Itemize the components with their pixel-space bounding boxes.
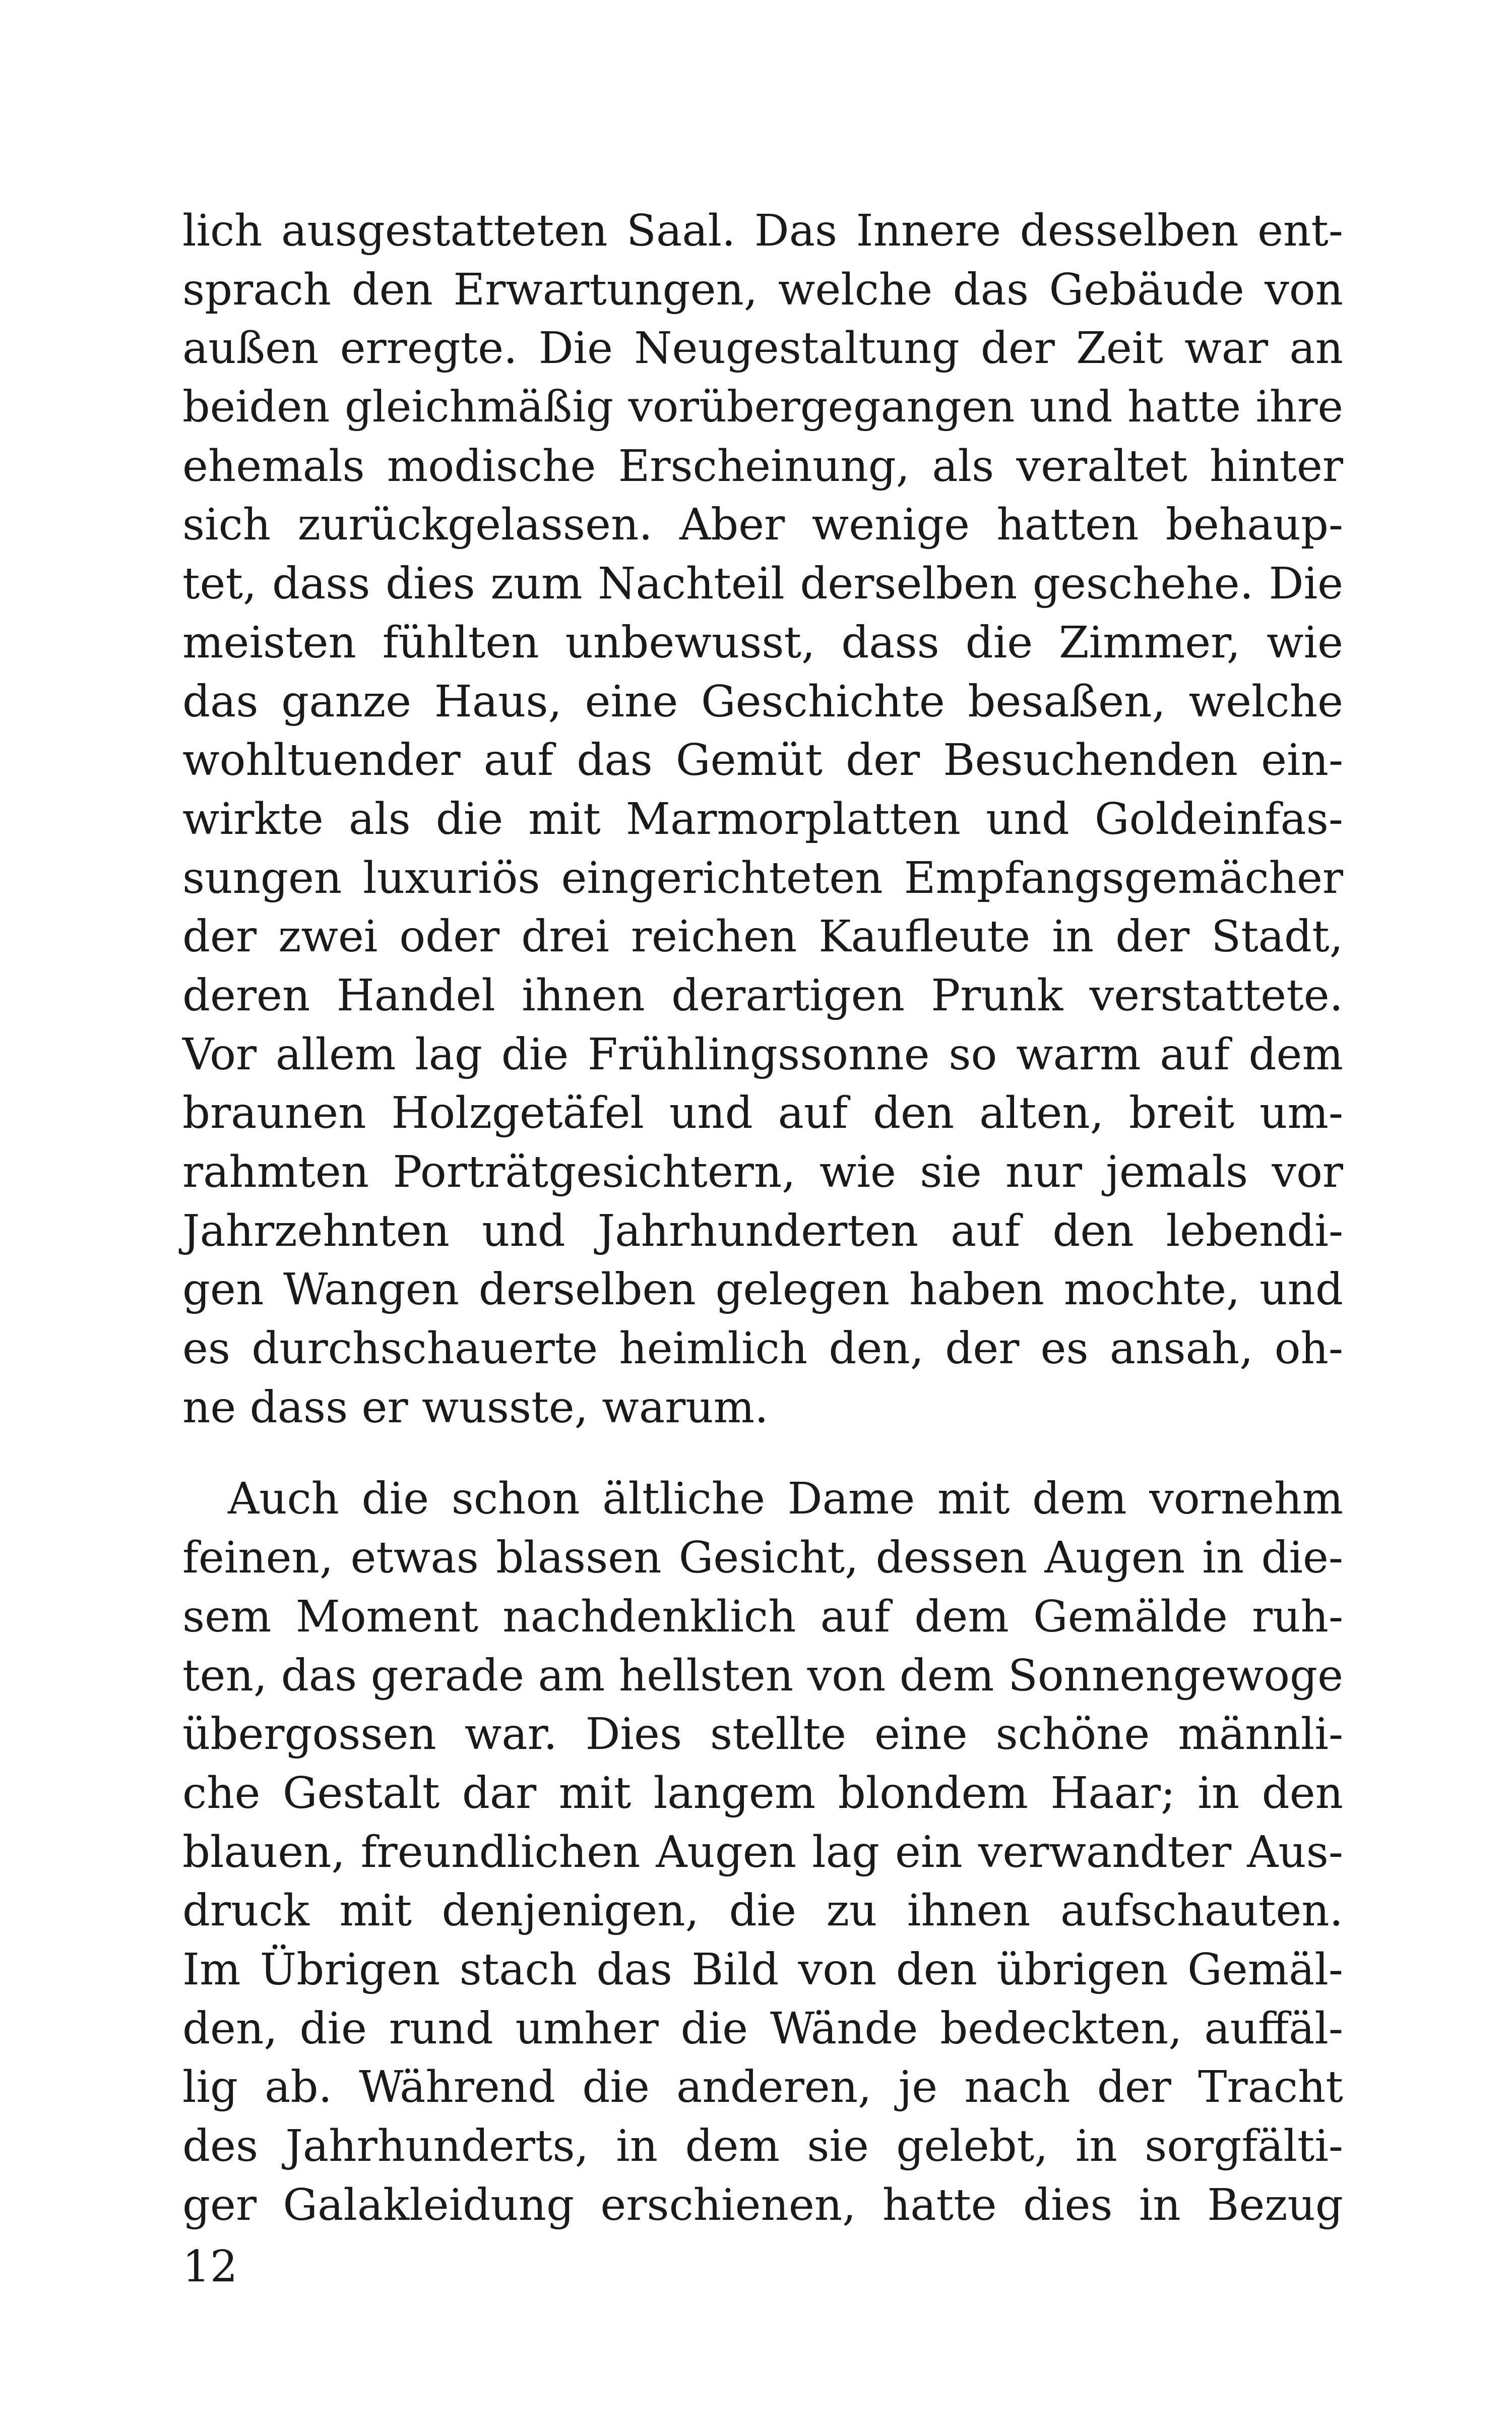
- paragraph-gap: [182, 1437, 1343, 1470]
- text-line: rahmten Porträtgesichtern, wie sie nur jemals vor: [182, 1147, 1343, 1197]
- text-line: ten, das gerade am hellsten von dem Sonnengewoge: [182, 1650, 1343, 1701]
- text-line: Im Übrigen stach das Bild von den übrigen Gemäl-: [182, 1944, 1343, 1995]
- text-line: lich ausgestatteten Saal. Das Innere desselben ent-: [182, 206, 1343, 256]
- text-line: ger Galakleidung erschienen, hatte dies in Bezug: [182, 2180, 1343, 2230]
- text-line: gen Wangen derselben gelegen haben mochte, und: [182, 1264, 1343, 1315]
- text-line: des Jahrhunderts, in dem sie gelebt, in sorgfälti-: [182, 2121, 1343, 2171]
- text-line: sprach den Erwartungen, welche das Gebäude von: [182, 264, 1343, 315]
- text-line: der zwei oder drei reichen Kaufleute in der Stadt,: [182, 912, 1343, 962]
- text-line: blauen, freundlichen Augen lag ein verwandter Aus-: [182, 1827, 1343, 1878]
- text-line: wirkte als die mit Marmorplatten und Goldeinfas-: [182, 794, 1343, 844]
- text-line: deren Handel ihnen derartigen Prunk verstattete.: [182, 970, 1343, 1021]
- text-line: braunen Holzgetäfel und auf den alten, breit um-: [182, 1088, 1343, 1139]
- text-line: sich zurückgelassen. Aber wenige hatten behaup-: [182, 500, 1343, 551]
- text-line: tet, dass dies zum Nachteil derselben geschehe. Die: [182, 559, 1343, 610]
- text-line: den, die rund umher die Wände bedeckten, auffäl-: [182, 2003, 1343, 2054]
- paragraph: [182, 1470, 1343, 2234]
- text-line: druck mit denjenigen, die zu ihnen aufschauten.: [182, 1886, 1343, 1937]
- text-line: sungen luxuriös eingerichteten Empfangsgemächer: [182, 853, 1343, 903]
- text-line: feinen, etwas blassen Gesicht, dessen Augen in die-: [182, 1533, 1343, 1584]
- text-line: wohltuender auf das Gemüt der Besuchenden ein-: [182, 735, 1343, 786]
- text-line: ne dass er wusste, warum.: [182, 1382, 769, 1433]
- text-line: übergossen war. Dies stellte eine schöne männli-: [182, 1709, 1343, 1760]
- body-text: [182, 202, 1343, 2234]
- text-line: ehemals modische Erscheinung, als veraltet hinter: [182, 441, 1343, 492]
- text-line: meisten fühlten unbewusst, dass die Zimmer, wie: [182, 617, 1343, 668]
- text-line: che Gestalt dar mit langem blondem Haar; in den: [182, 1768, 1343, 1819]
- text-line: sem Moment nachdenklich auf dem Gemälde ruh-: [182, 1591, 1343, 1642]
- text-line: beiden gleichmäßig vorübergegangen und hatte ihre: [182, 382, 1343, 433]
- page-number: 12: [182, 2242, 238, 2292]
- text-line: das ganze Haus, eine Geschichte besaßen, welche: [182, 676, 1343, 727]
- text-line: Jahrzehnten und Jahrhunderten auf den lebendi-: [182, 1205, 1343, 1256]
- text-line: Vor allem lag die Frühlingssonne so warm auf dem: [182, 1029, 1343, 1080]
- text-line: Auch die schon ältliche Dame mit dem vornehm: [228, 1474, 1343, 1525]
- text-line: lig ab. Während die anderen, je nach der Tracht: [182, 2062, 1343, 2113]
- paragraph: [182, 202, 1343, 1437]
- text-line: es durchschauerte heimlich den, der es ansah, oh-: [182, 1323, 1343, 1374]
- text-line: außen erregte. Die Neugestaltung der Zeit war an: [182, 323, 1343, 374]
